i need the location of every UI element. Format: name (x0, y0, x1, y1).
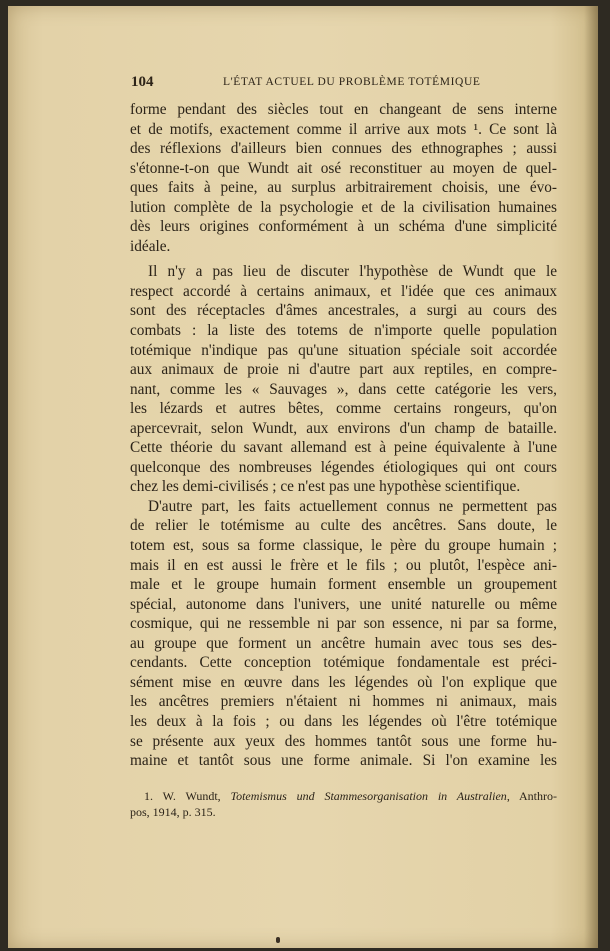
text-line: les ancêtres premiers n'étaient ni hommes ni animaux, mais (130, 693, 557, 711)
text-line: apercevrait, selon Wundt, aux environs d'un champ de bataille. (130, 419, 557, 437)
text-line: idéale. (130, 237, 171, 255)
page-spine-shadow (584, 6, 598, 948)
footnote-line: pos, 1914, p. 315. (130, 805, 216, 819)
text-line: les lézards et autres bêtes, comme certains rongeurs, qu'on (130, 400, 557, 418)
text-line: maine et tantôt sous une forme animale. Si l'on examine les (130, 752, 557, 770)
text-line: cosmique, qui ne ressemble ni par son essence, ni par sa forme, (130, 615, 557, 633)
text-line: lution complète de la psychologie et de la civilisation humaines (130, 198, 557, 216)
text-line: se présente aux yeux des hommes tantôt sous une forme hu- (130, 732, 557, 750)
text-line: des réflexions d'ailleurs bien connues des ethnographes ; aussi (130, 140, 557, 158)
text-line: forme pendant des siècles tout en changeant de sens interne (130, 101, 557, 118)
text-line: combats : la liste des totems de n'importe quelle population (130, 322, 557, 340)
text-line: dès leurs origines conformément à un schéma d'une simplicité (130, 218, 557, 236)
text-line: male et le groupe humain forment ensemble un groupement (130, 576, 557, 594)
text-line: ques faits à peine, au surplus arbitrairement choisis, une évo- (130, 179, 557, 197)
text-line: spécial, autonome dans l'univers, une unité naturelle ou même (130, 595, 557, 613)
body-text (130, 100, 557, 771)
text-line: cendants. Cette conception totémique fondamentale est préci- (130, 654, 557, 672)
text-line: totémique n'indique pas qu'une situation spéciale soit accordée (130, 341, 557, 359)
running-title: L'ÉTAT ACTUEL DU PROBLÈME TOTÉMIQUE (223, 76, 481, 88)
text-line: Cette théorie du savant allemand est à peine équivalente à l'une (130, 439, 557, 457)
text-line: et de motifs, exactement comme il arrive aux mots ¹. Ce sont là (130, 120, 557, 138)
text-line: au groupe que forment un ancêtre humain avec tous ses des- (130, 634, 557, 652)
text-line: mais il en est aussi le frère et le fils ; ou plutôt, l'espèce ani- (130, 556, 557, 574)
text-line: sément mise en œuvre dans les légendes où l'on explique que (130, 673, 557, 691)
print-mark (276, 937, 280, 943)
text-line: D'autre part, les faits actuellement connus ne permettent pas (148, 497, 557, 515)
text-line: totem est, sous sa forme classique, le père du groupe humain ; (130, 537, 557, 555)
book-page (8, 6, 598, 948)
text-line: de relier le totémisme au culte des ancêtres. Sans doute, le (130, 517, 557, 535)
text-line: nant, comme les « Sauvages », dans cette catégorie les vers, (130, 380, 557, 398)
text-line: les deux à la fois ; ou dans les légendes où l'être totémique (130, 712, 557, 730)
text-line: s'étonne-t-on que Wundt ait osé reconstituer au moyen de quel- (130, 159, 557, 177)
text-line: sont des réceptacles d'âmes ancestrales, a surgi au cours des (130, 302, 557, 320)
text-line: quelconque des nombreuses légendes étiologiques qui ont cours (130, 458, 557, 476)
text-line: Il n'y a pas lieu de discuter l'hypothèse de Wundt que le (148, 263, 557, 281)
text-line: aux animaux de proie ni d'autre part aux reptiles, en compre- (130, 361, 557, 379)
page-number: 104 (131, 74, 154, 90)
text-line: respect accordé à certains animaux, et l'idée que ces animaux (130, 282, 557, 300)
footnote-line: 1. W. Wundt, Totemismus und Stammesorganisation in Australien, Anthro- (144, 789, 557, 803)
text-line: chez les demi-civilisés ; ce n'est pas une hypothèse scientifique. (130, 478, 521, 496)
footnote (130, 788, 557, 820)
